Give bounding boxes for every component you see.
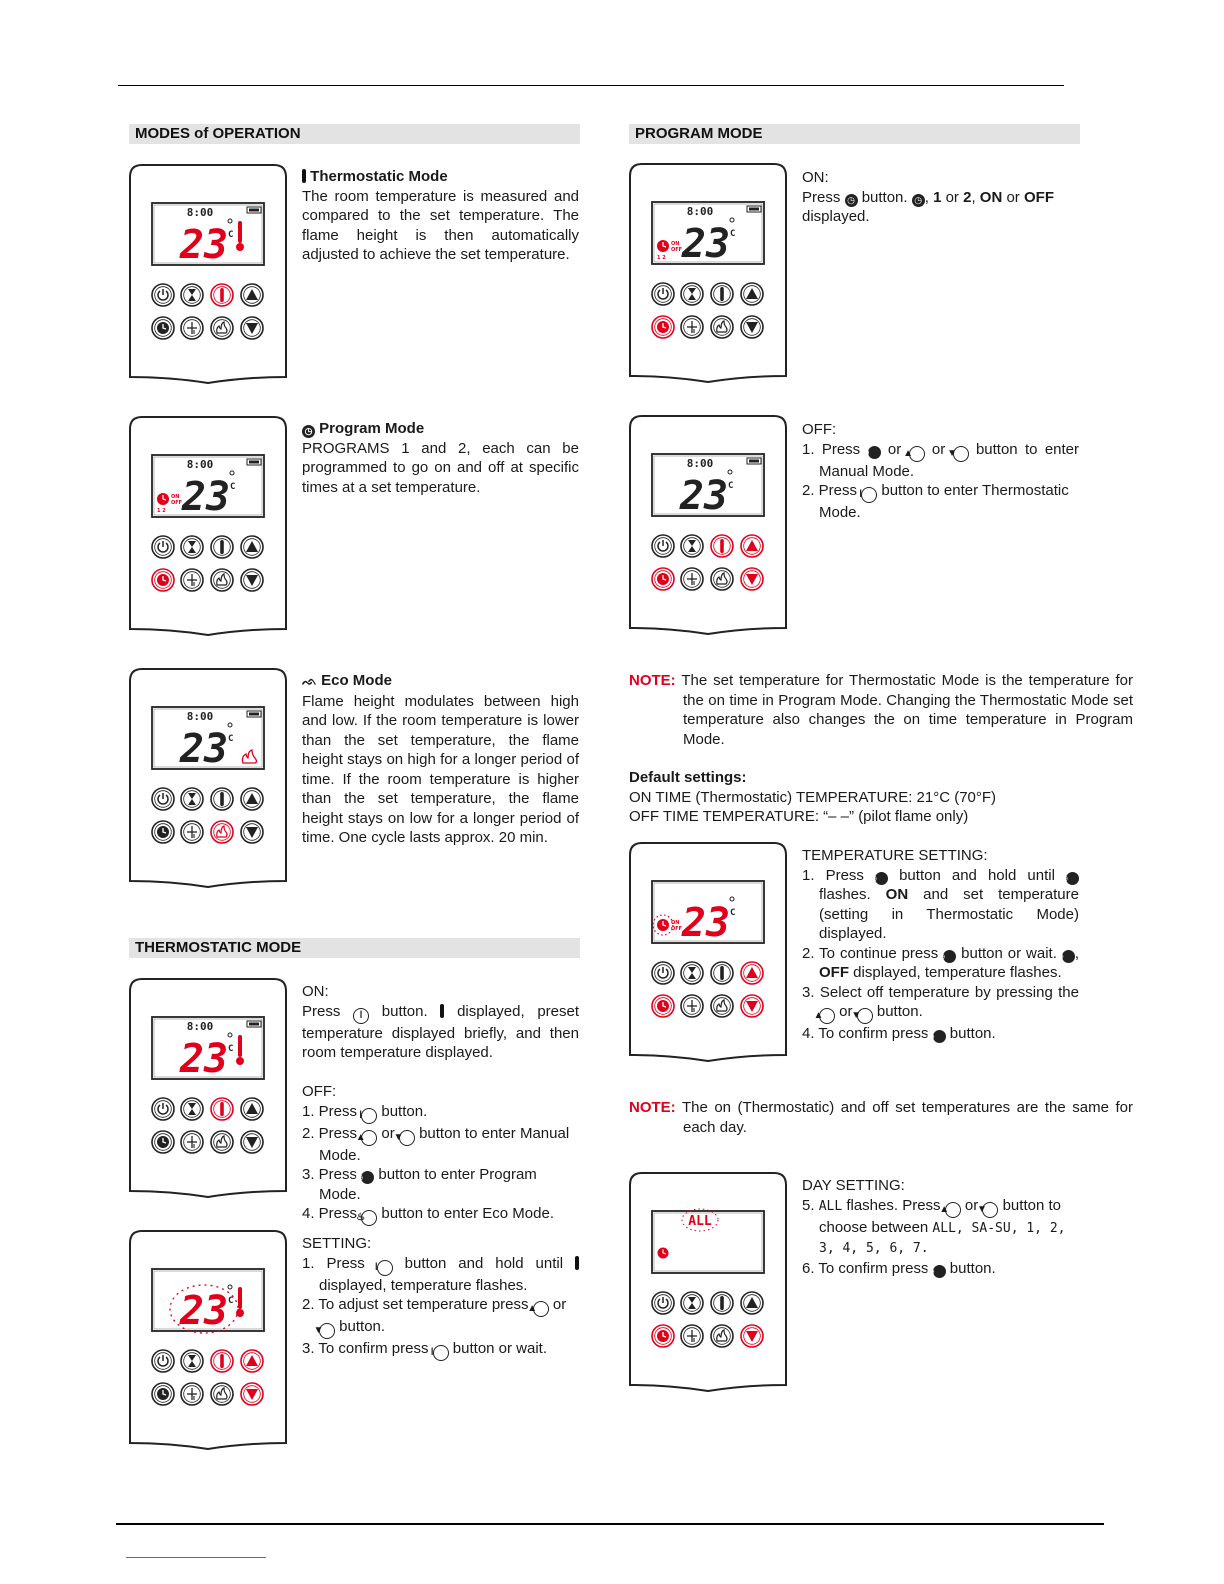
p-on-c: displayed.	[802, 208, 870, 225]
thermometer-icon: ǀ	[377, 1260, 393, 1276]
celsius-unit: C	[228, 1296, 234, 1306]
day-setting-instructions	[802, 1176, 1079, 1278]
program-clock-icon	[157, 1136, 169, 1148]
d6b: button.	[949, 1259, 996, 1277]
up-arrow-icon-button[interactable]	[741, 283, 763, 305]
note2-text: The on (Thermostatic) and off set temperatures are the same for each day.	[681, 1099, 1133, 1136]
thermometer-icon: ǀ	[861, 487, 877, 503]
section-header-modes: MODES of OPERATION	[129, 124, 580, 144]
thermo-off-label: OFF:	[302, 1083, 337, 1100]
lcd-temperature: 23	[181, 474, 231, 520]
eco-flame-icon-button[interactable]	[711, 316, 733, 338]
program-clock-icon-button[interactable]	[652, 568, 674, 590]
program-clock-icon: ◷	[1062, 950, 1075, 963]
power-icon-button[interactable]	[152, 536, 174, 558]
eco-flame-icon-button[interactable]	[211, 569, 233, 591]
lcd-day-all: ALL	[688, 1214, 712, 1229]
program-note	[629, 671, 1133, 749]
thermometer-icon	[720, 539, 724, 553]
up-arrow-icon-button[interactable]	[241, 788, 263, 810]
lcd-temperature: 23	[179, 726, 229, 772]
program-clock-icon-button[interactable]	[152, 569, 174, 591]
program-clock-icon-button[interactable]	[152, 1383, 174, 1405]
up-arrow-icon-button[interactable]	[741, 535, 763, 557]
thermometer-icon	[575, 1256, 579, 1270]
lcd-time: 8:00	[186, 1020, 214, 1033]
remote-program-off	[628, 414, 788, 639]
timer-icon-button[interactable]	[181, 1350, 203, 1372]
thermo-on-label: ON:	[302, 983, 329, 1000]
program-clock-icon: ◷	[302, 425, 315, 438]
program-clock-icon: ◷	[933, 1265, 946, 1278]
down-arrow-icon: ▼	[857, 1008, 873, 1024]
remote-day-setting	[628, 1171, 788, 1396]
up-arrow-icon-button[interactable]	[241, 536, 263, 558]
lcd-time: 8:00	[686, 205, 714, 218]
t3c: button.	[876, 1003, 923, 1020]
lcd-temperature: 23	[179, 1288, 229, 1334]
thermometer-icon	[220, 792, 224, 806]
timer-icon-button[interactable]	[181, 536, 203, 558]
up-arrow-icon: ▲	[819, 1008, 835, 1024]
up-arrow-icon-button[interactable]	[241, 1098, 263, 1120]
thermometer-icon	[220, 288, 224, 302]
temp-setting-label: TEMPERATURE SETTING:	[802, 847, 988, 864]
up-arrow-icon: ▲	[533, 1301, 549, 1317]
thermostatic-mode-title: Thermostatic Mode	[310, 168, 448, 185]
power-icon-button[interactable]	[152, 788, 174, 810]
celsius-unit: C	[228, 734, 234, 744]
program-clock-icon	[157, 574, 169, 586]
lcd-time: 8:00	[186, 206, 214, 219]
down-arrow-icon-button[interactable]	[741, 568, 763, 590]
remote-control-graphic	[128, 977, 288, 1202]
p-on-or2: or	[1006, 188, 1020, 206]
thermometer-icon: ǀ	[353, 1008, 369, 1024]
note-label: NOTE:	[629, 672, 676, 689]
t-set-1a: 1. Press	[302, 1254, 365, 1272]
program-clock-icon	[157, 826, 169, 838]
t1b: button and hold until	[899, 866, 1055, 884]
down-arrow-icon-button[interactable]	[241, 1131, 263, 1153]
power-icon-button[interactable]	[152, 1350, 174, 1372]
default-settings-label: Default settings:	[629, 769, 747, 786]
t-set-2b: or	[552, 1296, 567, 1313]
program-clock-icon	[657, 321, 669, 333]
program-clock-icon: ◷	[361, 1171, 374, 1184]
t-off-1b: button.	[381, 1102, 428, 1120]
eco-flame-icon-button[interactable]	[211, 1383, 233, 1405]
timer-icon-button[interactable]	[181, 1098, 203, 1120]
up-arrow-icon-button[interactable]	[241, 1350, 263, 1372]
thermometer-icon-button[interactable]	[211, 1350, 233, 1372]
default-settings	[629, 768, 1079, 827]
program-mode-body: PROGRAMS 1 and 2, each can be programmed to go on and off at specific times at a set temperature.	[302, 439, 579, 496]
program-note-2	[629, 1098, 1133, 1137]
program-mode-description	[302, 419, 579, 497]
section-header-program: PROGRAM MODE	[629, 124, 1080, 144]
program-clock-icon-button[interactable]	[652, 995, 674, 1017]
t-off-2c: button to enter Manual Mode.	[319, 1124, 570, 1164]
program-clock-icon-button[interactable]	[152, 1131, 174, 1153]
thermometer-icon	[720, 287, 724, 301]
down-arrow-icon-button[interactable]	[241, 569, 263, 591]
program-clock-icon: ◷	[943, 950, 956, 963]
celsius-unit: C	[730, 908, 736, 918]
timer-icon-button[interactable]	[681, 535, 703, 557]
program-clock-icon: ◷	[868, 446, 881, 459]
remote-control-graphic	[628, 414, 788, 639]
t-off-1a: 1. Press	[302, 1102, 358, 1120]
thermometer-icon	[220, 1354, 224, 1368]
program-clock-icon-button[interactable]	[652, 1325, 674, 1347]
cross-adjust-icon-button[interactable]	[681, 1325, 703, 1347]
p-off-label: OFF:	[802, 421, 837, 438]
remote-control-graphic	[128, 667, 288, 892]
svg-text:OFF: OFF	[671, 926, 683, 932]
cross-adjust-icon-button[interactable]	[181, 1383, 203, 1405]
svg-text:OFF: OFF	[171, 500, 183, 506]
t-set-2a: 2. To adjust set temperature press	[302, 1296, 529, 1313]
t1c: flashes.	[819, 886, 871, 903]
lcd-temperature: 23	[681, 900, 731, 946]
timer-icon-button[interactable]	[681, 1292, 703, 1314]
program-clock-icon-button[interactable]	[152, 821, 174, 843]
d6a: 6. To confirm press	[802, 1259, 929, 1277]
p-off-2a: 2. Press	[802, 482, 858, 499]
t-set-1c: displayed, temperature flashes.	[319, 1276, 528, 1294]
p-off-1a: 1. Press	[802, 440, 861, 458]
note-text: The set temperature for Thermostatic Mode is the temperature for the on time in Program Mode. Changing the Thermostatic Mode set temperature also changes the on time temperature in Program Mode.	[681, 672, 1133, 748]
program-indicator	[658, 1248, 669, 1259]
t1on: ON	[885, 886, 909, 903]
down-arrow-icon-button[interactable]	[741, 995, 763, 1017]
p-on-a: Press	[802, 188, 841, 206]
t1a: 1. Press	[802, 866, 864, 884]
svg-text:1 2: 1 2	[157, 508, 166, 514]
p-on-label: ON:	[802, 169, 829, 186]
program-clock-icon-button[interactable]	[652, 316, 674, 338]
lcd-time: 8:00	[686, 457, 714, 470]
celsius-unit: C	[730, 229, 736, 239]
cross-adjust-icon-button[interactable]	[181, 1131, 203, 1153]
remote-temperature-setting	[628, 841, 788, 1066]
t-set-3b: button or wait.	[452, 1340, 548, 1357]
p-off-1d: button to enter Manual Mode.	[819, 440, 1080, 480]
thermo-on-off-instructions	[302, 982, 579, 1226]
eco-flame-icon-button[interactable]	[711, 1325, 733, 1347]
remote-program-on	[628, 162, 788, 387]
footer-link-line	[126, 1557, 266, 1558]
lcd-temperature: 23	[679, 473, 729, 519]
thermometer-icon-button[interactable]	[211, 788, 233, 810]
celsius-unit: C	[228, 230, 234, 240]
p-off-2b: button to enter Thermostatic Mode.	[819, 482, 1069, 521]
t-off-3b: button to enter Program Mode.	[319, 1166, 537, 1203]
celsius-unit: C	[228, 1044, 234, 1054]
p-off-1b: or	[887, 440, 902, 458]
remote-thermo-setting	[128, 1229, 288, 1454]
d5all: ALL	[818, 1198, 843, 1214]
program-clock-icon	[657, 1330, 669, 1342]
cross-adjust-icon-button[interactable]	[181, 569, 203, 591]
down-arrow-icon-button[interactable]	[241, 317, 263, 339]
t-off-2a: 2. Press	[302, 1124, 358, 1142]
eco-flame-icon-button[interactable]	[211, 1131, 233, 1153]
power-icon-button[interactable]	[652, 1292, 674, 1314]
t-off-4a: 4. Press	[302, 1205, 358, 1222]
remote-thermostatic-mode	[128, 163, 288, 388]
program-clock-icon: ◷	[912, 194, 925, 207]
program-clock-icon-button[interactable]	[152, 317, 174, 339]
thermometer-icon-button[interactable]	[211, 536, 233, 558]
down-arrow-icon: ▼	[982, 1202, 998, 1218]
remote-control-graphic	[628, 1171, 788, 1396]
program-off-instructions	[802, 420, 1079, 523]
p-on-b: button.	[861, 188, 908, 206]
down-arrow-icon: ▼	[399, 1130, 415, 1146]
program-clock-icon	[157, 1388, 169, 1400]
remote-control-graphic	[128, 163, 288, 388]
program-on-instructions: ON: Press ◷ button. ◷ , 1 or 2, ON or OFF displayed.	[802, 168, 1079, 227]
t3b: or	[839, 1003, 853, 1020]
thermometer-icon	[720, 1296, 724, 1310]
remote-control-graphic	[128, 415, 288, 640]
celsius-unit: C	[728, 481, 734, 491]
eco-flame-icon: ♨	[361, 1210, 377, 1226]
top-rule	[118, 85, 1064, 86]
eco-flame-icon-button[interactable]	[211, 317, 233, 339]
t4b: button.	[949, 1025, 996, 1042]
thermometer-icon-button[interactable]	[211, 1098, 233, 1120]
thermometer-icon-button[interactable]	[711, 283, 733, 305]
down-arrow-icon-button[interactable]	[241, 1383, 263, 1405]
day-setting-label: DAY SETTING:	[802, 1177, 905, 1194]
down-arrow-icon: ▼	[953, 446, 969, 462]
t-off-4b: button to enter Eco Mode.	[381, 1205, 554, 1222]
thermostatic-mode-body: The room temperature is measured and compared to the set temperature. The flame height is then automatically adjusted to achieve the set temperature.	[302, 187, 579, 263]
cross-adjust-icon-button[interactable]	[181, 317, 203, 339]
eco-flame-icon-button[interactable]	[211, 821, 233, 843]
temperature-setting-instructions: TEMPERATURE SETTING: 1. Press ◷ button and hold until ◷ flashes. ON and set temperature (setting in Thermostatic Mode) displayed. 2. To continue press ◷ button or wait. ◷ , OFF displayed, temperature flashes. 3. Select off temperature by pressing the ▲ or ▼ button. 4. To confirm press ◷ button.	[802, 847, 1079, 1042]
program-clock-icon: ◷	[875, 872, 888, 885]
t-off-2b: or	[381, 1124, 395, 1142]
p-on-two: 2	[963, 188, 972, 206]
t2b: button or wait.	[961, 944, 1057, 962]
lcd-time: 8:00	[186, 458, 214, 471]
remote-thermo-on	[128, 977, 288, 1202]
p-off-1c: or	[931, 440, 946, 458]
lcd-time: 8:00	[186, 710, 214, 723]
program-mode-title: Program Mode	[319, 420, 425, 437]
power-icon-button[interactable]	[652, 535, 674, 557]
down-arrow-icon-button[interactable]	[741, 316, 763, 338]
remote-eco-mode	[128, 667, 288, 892]
remote-control-graphic	[128, 1229, 288, 1454]
cross-adjust-icon-button[interactable]	[681, 568, 703, 590]
eco-flame-icon: ᨒ	[302, 674, 317, 688]
power-icon-button[interactable]	[152, 284, 174, 306]
d5c: or	[964, 1196, 979, 1214]
d5a: 5.	[802, 1196, 815, 1214]
default-on-time: ON TIME (Thermostatic) TEMPERATURE: 21°C (70°F)	[629, 788, 997, 806]
down-arrow-icon: ▼	[319, 1323, 335, 1339]
svg-text:1 2: 1 2	[657, 255, 666, 261]
timer-icon-button[interactable]	[681, 962, 703, 984]
up-arrow-icon: ▲	[909, 446, 925, 462]
thermometer-icon-button[interactable]	[211, 284, 233, 306]
d5d: button to choose between	[819, 1196, 1061, 1236]
remote-control-graphic	[628, 162, 788, 387]
svg-text:ON: ON	[171, 494, 180, 500]
thermometer-icon: ǀ	[433, 1345, 449, 1361]
program-clock-icon: ◷	[933, 1030, 946, 1043]
timer-icon-button[interactable]	[181, 788, 203, 810]
p-on-off: OFF	[1023, 188, 1054, 206]
cross-adjust-icon-button[interactable]	[681, 316, 703, 338]
d5opts: ALL, SA-SU, 1, 2, 3, 4, 5, 6, 7.	[819, 1220, 1066, 1256]
up-arrow-icon: ▲	[945, 1202, 961, 1218]
svg-text:ON: ON	[671, 241, 680, 247]
t-on-b: button.	[381, 1002, 428, 1020]
timer-icon-button[interactable]	[181, 284, 203, 306]
down-arrow-icon-button[interactable]	[241, 821, 263, 843]
thermo-setting-instructions	[302, 1234, 579, 1361]
thermo-setting-label: SETTING:	[302, 1235, 372, 1252]
lcd-temperature: 23	[179, 1036, 229, 1082]
t2off: OFF	[819, 964, 849, 981]
up-arrow-icon-button[interactable]	[741, 962, 763, 984]
eco-mode-description	[302, 671, 579, 848]
t2c: displayed, temperature flashes.	[853, 964, 1062, 981]
t3a: 3. Select off temperature by pressing the	[802, 983, 1079, 1001]
thermometer-icon-button[interactable]	[711, 962, 733, 984]
thermometer-icon	[302, 169, 306, 183]
thermometer-icon	[720, 966, 724, 980]
eco-mode-title: Eco Mode	[321, 672, 392, 689]
t-set-1b: button and hold until	[404, 1254, 564, 1272]
default-off-time: OFF TIME TEMPERATURE: “– –” (pilot flame only)	[629, 808, 969, 825]
eco-flame-icon-button[interactable]	[711, 995, 733, 1017]
timer-icon-button[interactable]	[681, 283, 703, 305]
program-clock-icon	[657, 1000, 669, 1012]
bottom-rule	[116, 1523, 1104, 1525]
thermometer-icon: ǀ	[361, 1108, 377, 1124]
power-icon-button[interactable]	[652, 962, 674, 984]
power-icon-button[interactable]	[152, 1098, 174, 1120]
program-clock-icon	[157, 322, 169, 334]
note2-label: NOTE:	[629, 1099, 676, 1116]
section-header-thermostatic: THERMOSTATIC MODE	[129, 938, 580, 958]
power-icon-button[interactable]	[652, 283, 674, 305]
p-on-one: 1	[933, 188, 942, 206]
lcd-temperature: 23	[179, 222, 229, 268]
remote-program-mode	[128, 415, 288, 640]
thermometer-icon	[220, 1102, 224, 1116]
eco-mode-body: Flame height modulates between high and low. If the room temperature is lower than the set temperature, the flame height stays on high for a longer period of time. If the room temperature is higher than the set temperature, the flame height stays on low for a longer period of time. One cycle lasts approx. 20 min.	[302, 692, 579, 846]
cross-adjust-icon-button[interactable]	[681, 995, 703, 1017]
celsius-unit: C	[230, 482, 236, 492]
up-arrow-icon-button[interactable]	[241, 284, 263, 306]
up-arrow-icon: ▲	[361, 1130, 377, 1146]
eco-flame-icon-button[interactable]	[711, 568, 733, 590]
svg-text:ON: ON	[671, 920, 680, 926]
program-clock-icon	[657, 573, 669, 585]
t-off-3a: 3. Press	[302, 1166, 358, 1183]
up-arrow-icon-button[interactable]	[741, 1292, 763, 1314]
thermometer-icon-button[interactable]	[711, 1292, 733, 1314]
d5b: flashes. Press	[846, 1196, 941, 1214]
t2a: 2. To continue press	[802, 944, 939, 962]
thermometer-icon	[220, 540, 224, 554]
lcd-temperature: 23	[681, 221, 731, 267]
remote-control-graphic	[628, 841, 788, 1066]
thermostatic-mode-description	[302, 167, 579, 265]
t1d: and set temperature (setting in Thermostatic Mode) displayed.	[819, 886, 1079, 942]
t-on-a: Press	[302, 1002, 341, 1020]
p-on-or1: or	[945, 188, 959, 206]
t4a: 4. To confirm press	[802, 1025, 929, 1042]
p-on-on: ON	[979, 188, 1003, 206]
program-clock-icon: ◷	[845, 194, 858, 207]
t-set-2c: button.	[339, 1318, 386, 1335]
svg-text:OFF: OFF	[671, 247, 683, 253]
thermometer-icon-button[interactable]	[711, 535, 733, 557]
t-set-3a: 3. To confirm press	[302, 1340, 429, 1357]
program-clock-icon: ◷	[1066, 872, 1079, 885]
cross-adjust-icon-button[interactable]	[181, 821, 203, 843]
down-arrow-icon-button[interactable]	[741, 1325, 763, 1347]
thermometer-icon	[440, 1004, 444, 1018]
t-on-c: displayed, preset temperature displayed briefly, and then room temperature displayed.	[302, 1002, 580, 1061]
